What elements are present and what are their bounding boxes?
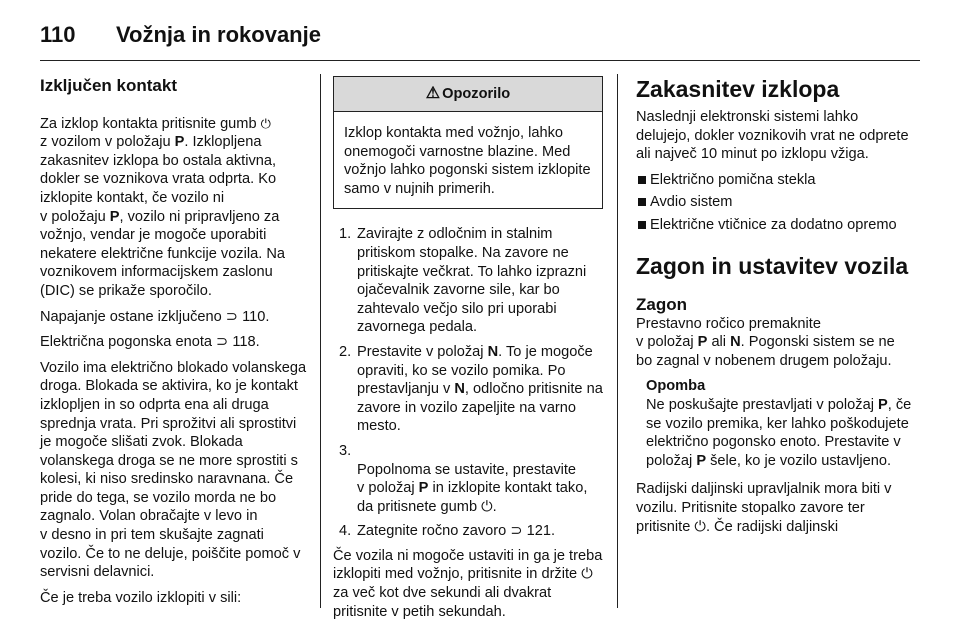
note-box	[636, 377, 912, 470]
paragraph-emergency-intro: Če je treba vozilo izklopiti v sili:	[40, 589, 242, 606]
note-label: Opomba	[646, 378, 706, 395]
list-item: Avdio sistem	[636, 193, 912, 212]
warning-title: Opozorilo	[442, 85, 511, 102]
paragraph-delay-intro: Naslednji elektronski sistemi lahko delujejo, dokler voznikovih vrat ne odprete ali največ 10 minut po izklopu vžiga.	[636, 109, 909, 163]
column-1	[40, 76, 308, 614]
square-bullet-icon	[638, 198, 646, 206]
chapter-title: Vožnja in rokovanje	[116, 22, 321, 47]
paragraph-remote: Radijski daljinski upravljalnik mora biti v vozilu. Pritisnite stopalko zavore ter pritisnite ⏻. Če radijski daljinski	[636, 481, 892, 535]
page-number: 110	[40, 22, 76, 47]
column-divider-1	[320, 74, 321, 608]
paragraph-steering-lock: Vozilo ima električno blokado volanskega droga. Blokada se aktivira, ko je kontakt izklopljen in so odprta ena ali druga sprednja vrata. Pri sprožitvi ali sprostitvi je mogoče slišati zvok. Blokada volanskega droga se ne more sprostiti s kolesi, ki niso sredinsko naravnana. Če pride do tega, se vozilo morda ne bo zagnalo. Volan obračajte v levo in v desno in pri tem skušajte zagnati vozilo. Če to ne deluje, poiščite pomoč v servisni delavnici.	[40, 359, 307, 581]
paragraph-power-off: Napajanje ostane izključeno ⊃ 110.	[40, 308, 270, 325]
list-item: Električno pomična stekla	[636, 171, 912, 190]
warning-triangle-icon: ⚠	[425, 84, 441, 102]
list-item: 1. Zavirajte z odločnim in stalnim pritiskom stopalke. Na zavore ne pritiskajte večkrat. To lahko izprazni ojačevalnik zavorne sile, kar bo zahtevalo večjo silo pri uporabi zavornega pedala.	[339, 226, 587, 336]
list-item: 4. Zategnite ročno zavoro ⊃ 121.	[339, 523, 556, 540]
header-rule	[40, 60, 920, 61]
section-heading: Izključen kontakt	[40, 76, 177, 95]
emergency-steps	[333, 225, 603, 541]
section-heading-delay: Zakasnitev izklopa	[636, 76, 840, 102]
list-item: 2. Prestavite v položaj N. To je mogoče opraviti, ko se vozilo pomika. Po prestavljanju v N, odločno pritisnite na zavore in vozilo zapeljite na varno mesto.	[339, 343, 603, 435]
note-text: Ne poskušajte prestavljati v položaj P, če se vozilo premika, ker lahko poškodujete električno pogonsko enoto. Prestavite v položaj P šele, ko je vozilo ustavljeno.	[646, 396, 912, 469]
paragraph-ignition-off: Za izklop kontakta pritisnite gumb ⏻ z vozilom v položaju P. Izklopljena zakasnitev izklopa bo ostala aktivna, dokler se voznikova vrata odprta. Ko izklopite kontakt, če vozilo ni v položaju P, vozilo ni pripravljeno za vožnjo, vendar je mogoče uporabiti nekatere električne funkcije vozila. Na voznikovem informacijskem zaslonu (DIC) se prikaže sporočilo.	[40, 115, 285, 299]
section-heading-start-stop: Zagon in ustavitev vozila	[636, 252, 909, 279]
warning-text: Izklop kontakta med vožnjo, lahko onemogoči varnostne blazine. Med vožnjo lahko pogonski sistem izklopite samo v nujnih primerih.	[344, 125, 591, 197]
square-bullet-icon	[638, 221, 646, 229]
paragraph-start: Prestavno ročico premaknite v položaj P ali N. Pogonski sistem se ne bo zagnal v nobenem drugem položaju.	[636, 315, 895, 369]
column-3	[636, 76, 912, 543]
paragraph-emergency-closing: Če vozila ni mogoče ustaviti in ga je treba izklopiti med vožnjo, pritisnite in držite ⏻ za več kot dve sekundi ali dvakrat pritisnite v petih sekundah.	[333, 547, 603, 620]
square-bullet-icon	[638, 176, 646, 184]
list-item: 3. Popolnoma se ustavite, prestavite v položaj P in izklopite kontakt tako, da pritisnete gumb ⏻.	[339, 442, 588, 515]
column-2	[333, 76, 603, 628]
page-header	[40, 18, 321, 52]
warning-header	[334, 77, 602, 112]
delay-systems-list	[636, 171, 912, 235]
subsection-heading-start: Zagon	[636, 294, 687, 314]
list-item: Električne vtičnice za dodatno opremo	[636, 216, 912, 235]
paragraph-drive-unit: Električna pogonska enota ⊃ 118.	[40, 334, 260, 351]
power-button-icon: ⏻	[260, 115, 271, 131]
column-divider-2	[617, 74, 618, 608]
warning-box	[333, 76, 603, 209]
